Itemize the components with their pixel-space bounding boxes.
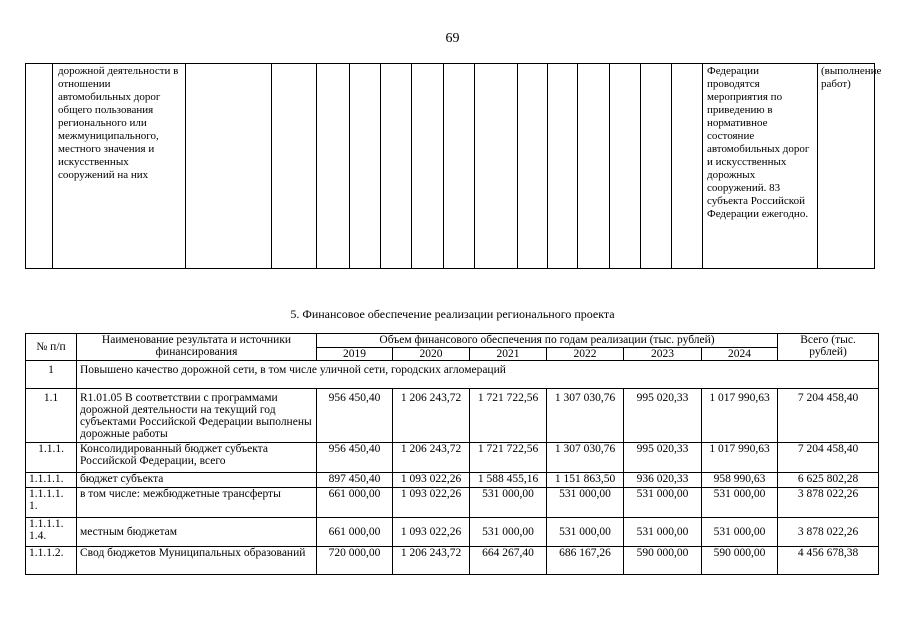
group-row	[26, 361, 879, 389]
column-divider	[817, 64, 818, 268]
row-num: 1.1.1.1.	[26, 473, 77, 488]
column-divider	[52, 64, 53, 268]
column-divider	[411, 64, 412, 268]
header-name: Наименование результата и источники финансирования	[77, 334, 317, 361]
header-num: № п/п	[26, 334, 77, 361]
header-year: 2021	[470, 348, 547, 361]
header-row	[26, 334, 879, 348]
row-num: 1.1.1.	[26, 443, 77, 473]
row-value: 1 721 722,56	[470, 443, 547, 473]
column-divider	[443, 64, 444, 268]
row-total: 7 204 458,40	[778, 443, 879, 473]
financing-table	[25, 333, 879, 575]
row-value: 1 721 722,56	[470, 389, 547, 443]
row-num: 1.1.1.1. 1.	[26, 488, 77, 518]
row-value: 1 017 990,63	[702, 389, 778, 443]
row-value: 531 000,00	[624, 488, 702, 518]
row-value: 956 450,40	[317, 389, 393, 443]
column-divider	[547, 64, 548, 268]
column-divider	[671, 64, 672, 268]
column-divider	[517, 64, 518, 268]
table-row	[26, 518, 879, 547]
column-divider	[640, 64, 641, 268]
row-total: 6 625 802,28	[778, 473, 879, 488]
column-divider	[271, 64, 272, 268]
row-value: 720 000,00	[317, 547, 393, 575]
row-value: 1 206 243,72	[393, 547, 470, 575]
row-value: 1 206 243,72	[393, 389, 470, 443]
row-value: 531 000,00	[547, 488, 624, 518]
row-name: местным бюджетам	[77, 518, 317, 547]
row-value: 958 990,63	[702, 473, 778, 488]
row-value: 936 020,33	[624, 473, 702, 488]
column-divider	[577, 64, 578, 268]
table-row	[26, 443, 879, 473]
table-row	[26, 488, 879, 518]
header-year: 2023	[624, 348, 702, 361]
row-name: R1.01.05 В соответствии с программами дорожной деятельности на текущий год субъектами Российской Федерации выполнены дорожные работы	[77, 389, 317, 443]
group-num: 1	[26, 361, 77, 389]
row-value: 590 000,00	[624, 547, 702, 575]
header-volume: Объем финансового обеспечения по годам реализации (тыс. рублей)	[317, 334, 778, 348]
table-row	[26, 473, 879, 488]
header-year: 2024	[702, 348, 778, 361]
row-name: Консолидированный бюджет субъекта Российской Федерации, всего	[77, 443, 317, 473]
header-year: 2022	[547, 348, 624, 361]
row-total: 4 456 678,38	[778, 547, 879, 575]
row-value: 995 020,33	[624, 389, 702, 443]
column-divider	[702, 64, 703, 268]
row-total: 3 878 022,26	[778, 488, 879, 518]
row-value: 1 093 022,26	[393, 488, 470, 518]
header-total: Всего (тыс. рублей)	[778, 334, 879, 361]
table-row	[26, 389, 879, 443]
row-value: 1 093 022,26	[393, 473, 470, 488]
column-divider	[316, 64, 317, 268]
row-value: 897 450,40	[317, 473, 393, 488]
result-name-text: дорожной деятельности в отношении автомобильных дорог общего пользования регионального или межмуниципального, местного значения и искусственных сооружений на них	[58, 65, 179, 181]
section-title: 5. Финансовое обеспечение реализации регионального проекта	[290, 307, 615, 321]
row-value: 531 000,00	[470, 518, 547, 547]
header-year: 2019	[317, 348, 393, 361]
row-value: 1 093 022,26	[393, 518, 470, 547]
row-name: бюджет субъекта	[77, 473, 317, 488]
description-text: Федерации проводятся мероприятия по приведению в нормативное состояние автомобильных дорог и искусственных дорожных сооружений. 83 субъекта Российской Федерации ежегодно.	[707, 65, 810, 220]
column-divider	[609, 64, 610, 268]
result-type-text: (выполнение работ)	[821, 65, 882, 90]
row-value: 590 000,00	[702, 547, 778, 575]
row-num: 1.1	[26, 389, 77, 443]
row-value: 995 020,33	[624, 443, 702, 473]
row-value: 1 151 863,50	[547, 473, 624, 488]
table-row	[26, 547, 879, 575]
row-value: 664 267,40	[470, 547, 547, 575]
group-text: Повышено качество дорожной сети, в том числе уличной сети, городских агломераций	[77, 361, 879, 389]
row-value: 956 450,40	[317, 443, 393, 473]
row-num: 1.1.1.2.	[26, 547, 77, 575]
column-divider	[474, 64, 475, 268]
page-number: 69	[445, 31, 460, 46]
row-value: 1 017 990,63	[702, 443, 778, 473]
row-value: 531 000,00	[702, 518, 778, 547]
column-divider	[349, 64, 350, 268]
row-value: 1 588 455,16	[470, 473, 547, 488]
row-name: в том числе: межбюджетные трансферты	[77, 488, 317, 518]
row-value: 661 000,00	[317, 488, 393, 518]
row-value: 1 206 243,72	[393, 443, 470, 473]
row-value: 531 000,00	[470, 488, 547, 518]
continued-table	[25, 63, 882, 269]
column-divider	[185, 64, 186, 268]
row-value: 531 000,00	[702, 488, 778, 518]
row-num: 1.1.1.1. 1.4.	[26, 518, 77, 547]
header-year: 2020	[393, 348, 470, 361]
row-total: 3 878 022,26	[778, 518, 879, 547]
row-value: 686 167,26	[547, 547, 624, 575]
row-value: 661 000,00	[317, 518, 393, 547]
row-total: 7 204 458,40	[778, 389, 879, 443]
row-value: 1 307 030,76	[547, 389, 624, 443]
row-name: Свод бюджетов Муниципальных образований	[77, 547, 317, 575]
row-value: 531 000,00	[624, 518, 702, 547]
row-value: 531 000,00	[547, 518, 624, 547]
row-value: 1 307 030,76	[547, 443, 624, 473]
column-divider	[380, 64, 381, 268]
